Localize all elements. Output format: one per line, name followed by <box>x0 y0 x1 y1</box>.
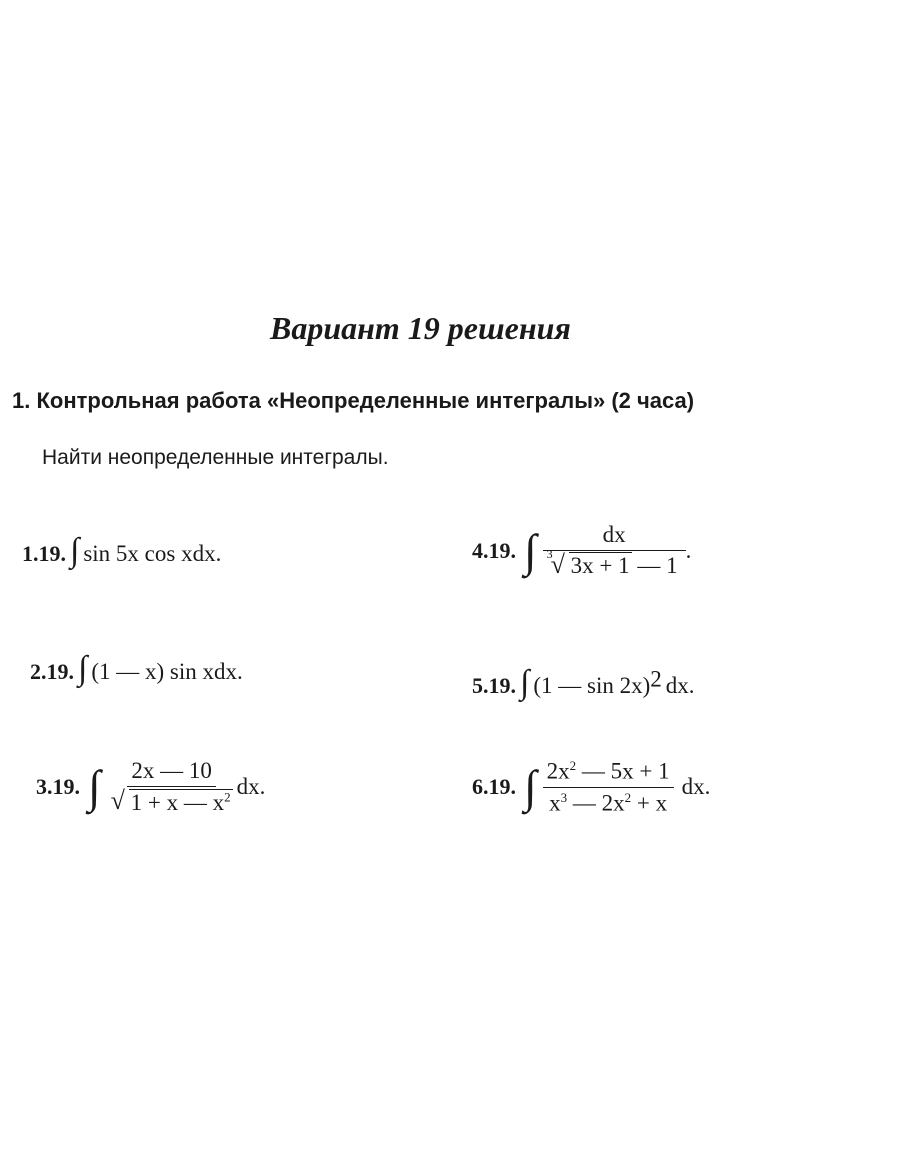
integral-sign: ∫ <box>524 761 537 813</box>
differential: dx. <box>665 673 695 698</box>
fraction <box>543 522 686 579</box>
radicand: 3x + 1 <box>570 553 630 578</box>
page-title: Вариант 19 решения <box>270 310 571 346</box>
terminal-dot: . <box>685 537 692 563</box>
problem-1-19 <box>22 534 221 568</box>
problem-number: 6.19. <box>472 774 516 800</box>
problem-5-19 <box>472 666 695 700</box>
integral-sign: ∫ <box>520 664 530 701</box>
denominator <box>107 787 237 816</box>
differential: dx. <box>681 774 711 800</box>
problem-expression: (1 — x) sin xdx. <box>91 659 243 684</box>
problem-2-19 <box>30 652 243 686</box>
fraction <box>543 758 674 816</box>
differential: dx. <box>236 773 266 799</box>
instruction-text: Найти неопределенные интегралы. <box>42 446 389 469</box>
exponent: 2 <box>650 666 662 692</box>
problem-expression: sin 5x cos xdx. <box>83 541 222 566</box>
integral-sign: ∫ <box>88 760 101 812</box>
exponent: 2 <box>224 789 231 804</box>
radical-index: 3 <box>546 547 553 561</box>
denominator <box>546 547 682 579</box>
radical-sign: √ <box>110 786 125 815</box>
radicand: 1 + x — x <box>130 789 225 815</box>
problem-4-19 <box>472 522 691 579</box>
integral-sign: ∫ <box>524 524 537 576</box>
cube-root <box>546 547 632 579</box>
denominator-tail: — 1 <box>637 553 678 578</box>
numerator: dx <box>543 522 686 551</box>
denominator: $x^3$ — $2x^2 + x$ <box>549 789 668 816</box>
problem-number: 5.19. <box>472 673 516 698</box>
radical-sign: √ <box>550 550 565 579</box>
problem-number: 4.19. <box>472 537 516 563</box>
problem-6-19 <box>472 758 710 816</box>
integral-sign: ∫ <box>78 650 88 687</box>
problem-3-19 <box>36 758 265 816</box>
problem-number: 3.19. <box>36 773 80 799</box>
section-heading: 1. Контрольная работа «Неопределенные интегралы» (2 часа) <box>12 388 695 413</box>
integral-sign: ∫ <box>70 532 80 569</box>
fraction <box>107 758 237 816</box>
square-root <box>110 786 233 816</box>
numerator: $2x^2$ — 5x + 1 <box>543 758 674 788</box>
expression-base: (1 — sin 2x) <box>533 673 651 698</box>
problem-number: 2.19. <box>30 659 74 684</box>
numerator: 2x — 10 <box>127 758 216 787</box>
problem-number: 1.19. <box>22 541 66 566</box>
